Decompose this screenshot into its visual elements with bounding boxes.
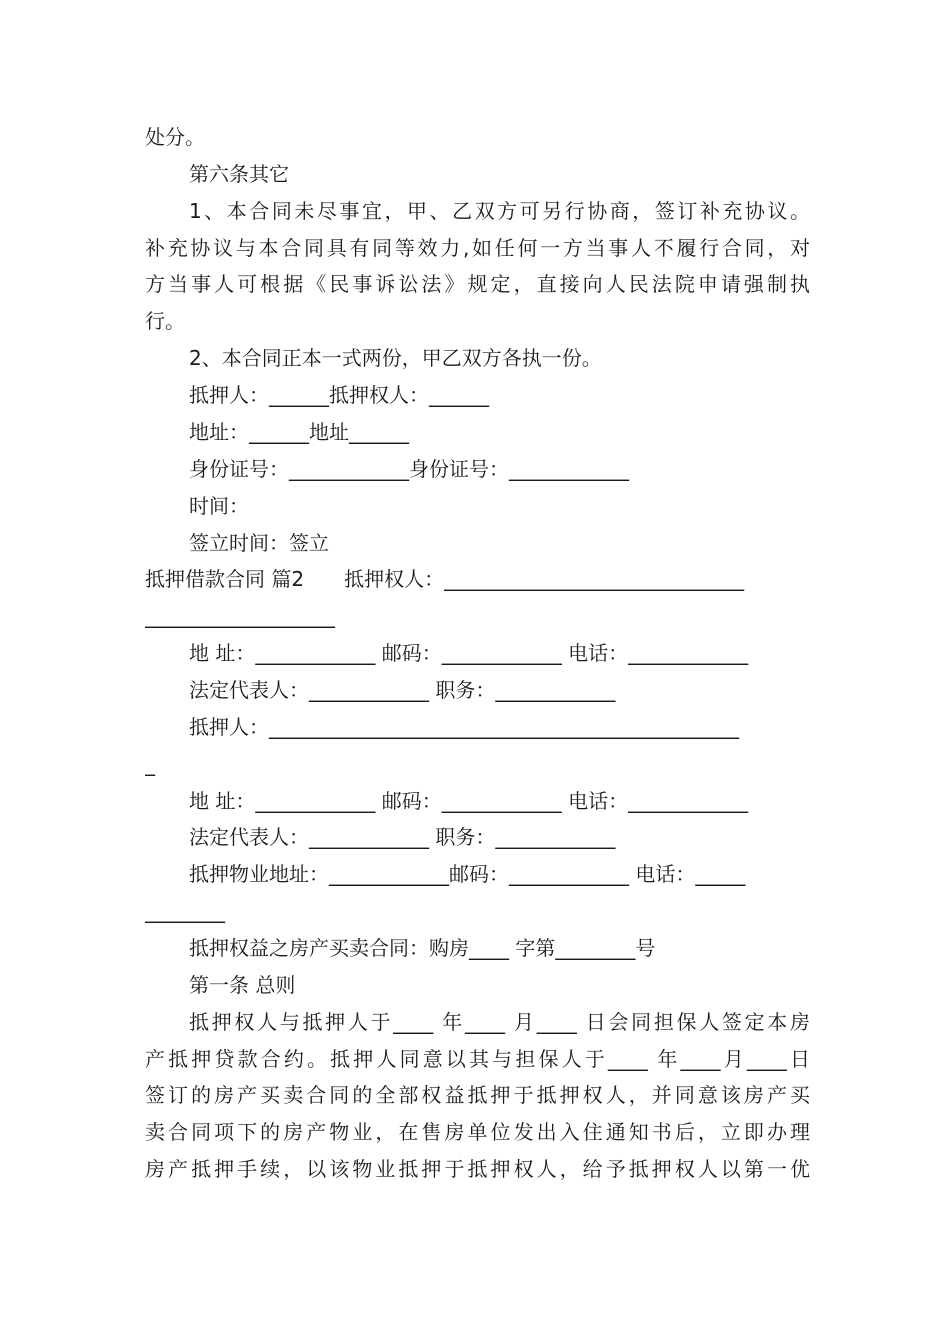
id-number-field-line: 身份证号：____________身份证号：____________ — [189, 457, 629, 481]
text-line: 签订的房产买卖合同的全部权益抵押于抵押权人，并同意该房产买 — [145, 1083, 810, 1107]
address-field-line: 地 址：____________ 邮码：____________ 电话：____________ — [189, 641, 749, 665]
text-line: 产抵押贷款合约。抵押人同意以其与担保人于____ 年____月____日 — [145, 1047, 810, 1071]
property-address-field-line: 抵押物业地址：____________邮码：____________ 电话：_____ — [189, 862, 746, 886]
mortgagor-field-line: 抵押人：_______________________________________________ — [189, 715, 739, 739]
section-heading: 第一条 总则 — [189, 973, 296, 997]
text-line: 2、本合同正本一式两份，甲乙双方各执一份。 — [189, 346, 602, 370]
text-line: 卖合同项下的房产物业，在售房单位发出入住通知书后，立即办理 — [145, 1120, 810, 1144]
text-line: 补充协议与本合同具有同等效力,如任何一方当事人不履行合同，对 — [145, 236, 810, 260]
blank-line: _ — [145, 752, 155, 776]
text-line: 1、本合同未尽事宜，甲、乙双方可另行协商，签订补充协议。 — [189, 199, 810, 223]
blank-line: ________ — [145, 899, 225, 923]
contract-title-line: 抵押借款合同 篇2 抵押权人：______________________________ — [145, 567, 745, 591]
representative-field-line: 法定代表人：____________ 职务：____________ — [189, 825, 616, 849]
text-line: 处分。 — [145, 125, 205, 149]
signing-date-line: 签立时间：签立 — [189, 531, 329, 555]
text-line: 方当事人可根据《民事诉讼法》规定，直接向人民法院申请强制执 — [145, 272, 810, 296]
text-line: 行。 — [145, 309, 185, 333]
blank-line: ___________________ — [145, 604, 335, 628]
purchase-contract-field-line: 抵押权益之房产买卖合同：购房____ 字第________号 — [189, 936, 656, 960]
date-field-line: 时间： — [189, 494, 249, 518]
text-line: 抵押权人与抵押人于____ 年____ 月____ 日会同担保人签定本房 — [189, 1010, 810, 1034]
signature-field-line: 抵押人：______抵押权人：______ — [189, 383, 489, 407]
address-field-line: 地址：______地址______ — [189, 420, 409, 444]
section-heading: 第六条其它 — [189, 162, 289, 186]
text-line: 房产抵押手续，以该物业抵押于抵押权人，给予抵押权人以第一优 — [145, 1157, 810, 1181]
address-field-line: 地 址：____________ 邮码：____________ 电话：____________ — [189, 789, 749, 813]
representative-field-line: 法定代表人：____________ 职务：____________ — [189, 678, 616, 702]
